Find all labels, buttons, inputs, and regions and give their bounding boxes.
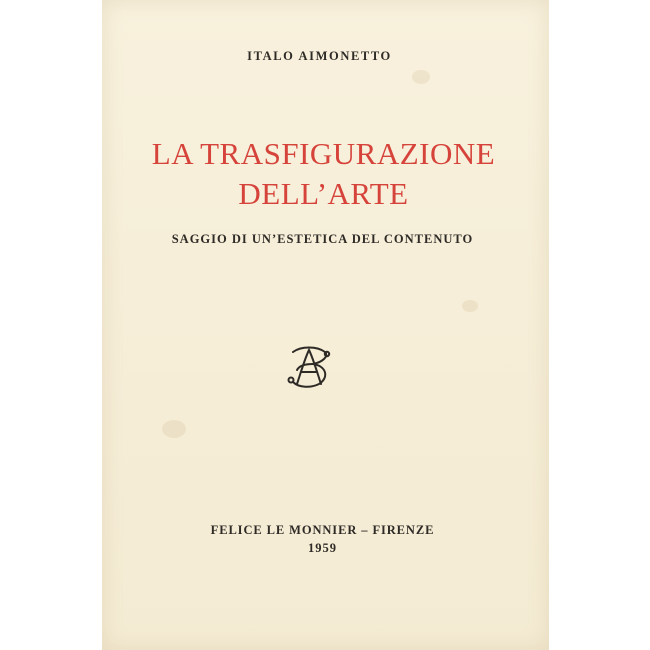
paper-foxing-spot — [162, 420, 186, 438]
paper-foxing-spot — [462, 300, 478, 312]
book-title-line-1: LA TRASFIGURAZIONE — [151, 136, 496, 171]
publisher-monogram-icon — [283, 344, 335, 390]
paper-foxing-spot — [412, 70, 430, 84]
book-title-line-2: DELL’ARTE — [238, 176, 409, 211]
title-page — [102, 0, 549, 650]
author-name: ITALO AIMONETTO — [247, 49, 392, 63]
publisher-name: FELICE LE MONNIER – FIRENZE — [210, 523, 435, 537]
publication-year: 1959 — [308, 541, 337, 555]
book-subtitle: SAGGIO DI UN’ESTETICA DEL CONTENUTO — [171, 232, 474, 246]
